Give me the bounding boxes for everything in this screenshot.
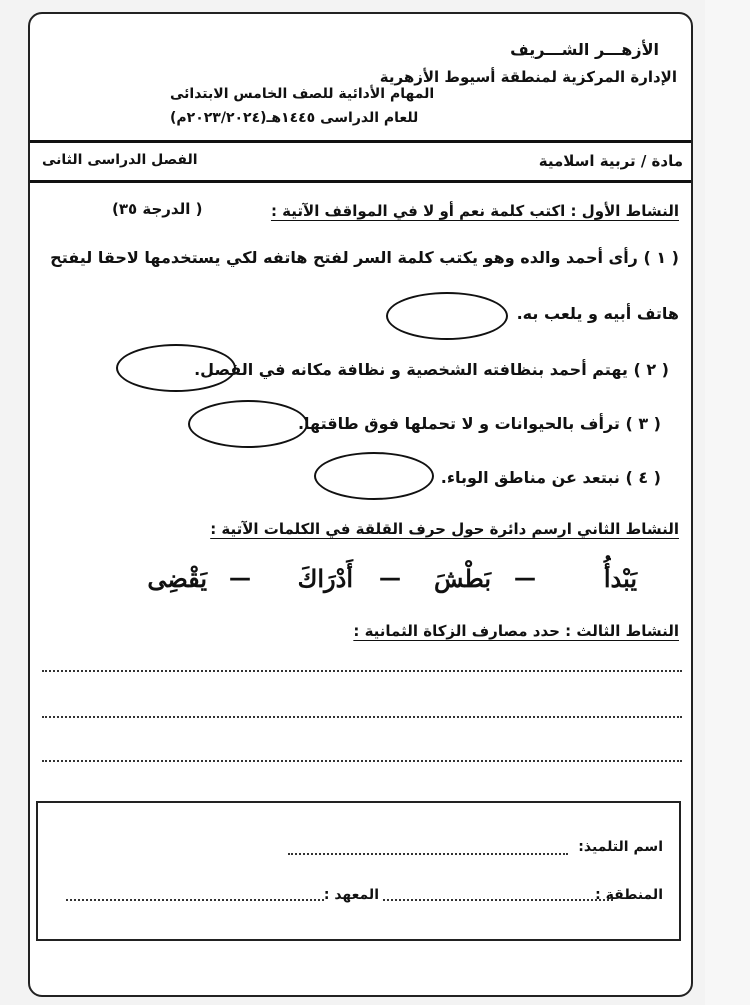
- header-divider-bottom: [30, 180, 691, 183]
- answer-line-1[interactable]: [42, 670, 682, 672]
- worksheet-page: [28, 12, 693, 997]
- page-margin: [705, 0, 750, 1005]
- subject-label: مادة / تربية اسلامية: [538, 152, 683, 170]
- academic-year: للعام الدراسى ١٤٤٥هـ(٢٠٢٣/٢٠٢٤م): [170, 110, 419, 126]
- question1-line1: ( ١ ) رأى أحمد والده وهو يكتب كلمة السر لفتح هاتفه لكي يستخدمها لاحقا ليفتح: [50, 248, 679, 267]
- question3-text: ( ٣ ) ترأف بالحيوانات و لا تحملها فوق طاقتها.: [297, 414, 661, 433]
- term-label: الفصل الدراسى الثانى: [42, 152, 198, 168]
- tasks-title: المهام الأدائية للصف الخامس الابتدائى: [170, 86, 435, 102]
- answer-oval-3[interactable]: [188, 400, 308, 448]
- word-separator: —: [229, 566, 251, 591]
- institute-field[interactable]: [66, 899, 324, 901]
- word-separator: —: [514, 566, 536, 591]
- qalqala-word-4[interactable]: يَقْضِى: [147, 564, 207, 593]
- student-name-label: اسم التلميذ:: [578, 839, 663, 855]
- activity1-score: ( الدرجة ٣٥): [112, 200, 203, 218]
- student-name-field[interactable]: [288, 853, 568, 855]
- question1-line2: هاتف أبيه و يلعب به.: [516, 304, 679, 323]
- azhar-heading: الأزهـــر الشـــريف: [510, 40, 659, 59]
- region-field[interactable]: [383, 899, 613, 901]
- activity1-title: النشاط الأول : اكتب كلمة نعم أو لا في المواقف الآتية :: [270, 202, 679, 220]
- institute-label: المعهد :: [323, 887, 379, 903]
- word-separator: —: [379, 566, 401, 591]
- student-info-box: [36, 801, 681, 941]
- answer-oval-1[interactable]: [386, 292, 508, 340]
- qalqala-word-2[interactable]: بَطْشَ: [434, 564, 491, 593]
- answer-line-2[interactable]: [42, 716, 682, 718]
- answer-oval-2[interactable]: [116, 344, 236, 392]
- qalqala-word-1[interactable]: يَبْدأُ: [603, 564, 637, 593]
- activity3-title: النشاط الثالث : حدد مصارف الزكاة الثمانية :: [353, 622, 679, 640]
- question4-text: ( ٤ ) نبتعد عن مناطق الوباء.: [440, 468, 661, 487]
- answer-oval-4[interactable]: [314, 452, 434, 500]
- region-label: المنطقة :: [595, 887, 663, 903]
- header-divider-top: [30, 140, 691, 143]
- question2-text: ( ٢ ) يهتم أحمد بنظافته الشخصية و نظافة مكانه في الفصل.: [194, 360, 669, 379]
- activity2-title: النشاط الثاني ارسم دائرة حول حرف القلقة في الكلمات الآتية :: [210, 520, 679, 538]
- answer-line-3[interactable]: [42, 760, 682, 762]
- administration-heading: الإدارة المركزية لمنطقة أسيوط الأزهرية: [379, 68, 677, 86]
- qalqala-word-3[interactable]: أَدْرَاكَ: [297, 564, 353, 593]
